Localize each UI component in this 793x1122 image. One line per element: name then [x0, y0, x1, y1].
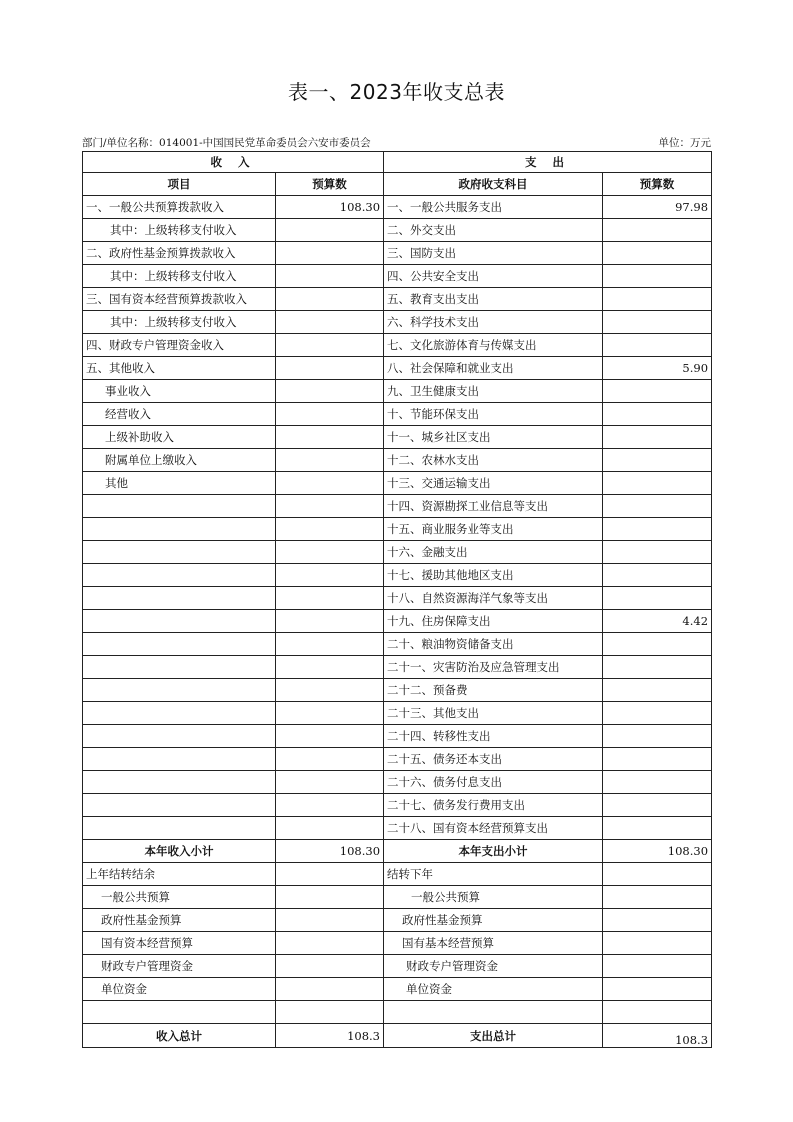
expense-item-value	[603, 265, 712, 288]
expense-item-value	[603, 725, 712, 748]
expense-item-label: 二十八、国有资本经营预算支出	[384, 817, 603, 840]
expense-item-value	[603, 288, 712, 311]
expense-item-value	[603, 679, 712, 702]
income-item-value	[276, 357, 384, 380]
expense-item-value	[603, 495, 712, 518]
income-item-value	[276, 380, 384, 403]
income-item-label: 其中：上级转移支付收入	[83, 265, 276, 288]
table-row	[83, 794, 712, 817]
carryover-row	[83, 1001, 712, 1024]
expense-item-value	[603, 771, 712, 794]
table-row	[83, 725, 712, 748]
income-item-value	[276, 679, 384, 702]
income-item-label: 附属单位上缴收入	[83, 449, 276, 472]
expense-item-value	[603, 564, 712, 587]
carryover-expense-label: 结转下年	[384, 863, 603, 886]
expense-item-value	[603, 449, 712, 472]
carryover-income-value	[276, 886, 384, 909]
income-item-label	[83, 610, 276, 633]
income-item-value	[276, 403, 384, 426]
income-item-value	[276, 794, 384, 817]
expense-item-value	[603, 518, 712, 541]
income-item-value	[276, 311, 384, 334]
table-row	[83, 242, 712, 265]
table-row	[83, 771, 712, 794]
carryover-expense-value	[603, 886, 712, 909]
income-item-label	[83, 633, 276, 656]
income-item-label	[83, 794, 276, 817]
expense-item-value	[603, 380, 712, 403]
carryover-expense-label: 政府性基金预算	[384, 909, 603, 932]
table-row	[83, 702, 712, 725]
expense-total-label: 支出总计	[384, 1024, 603, 1048]
col-budget-2: 预算数	[603, 173, 712, 196]
expense-item-label: 十一、城乡社区支出	[384, 426, 603, 449]
income-item-label	[83, 679, 276, 702]
table-row	[83, 748, 712, 771]
carryover-income-label	[83, 1001, 276, 1024]
table-row	[83, 334, 712, 357]
income-item-label	[83, 541, 276, 564]
expense-item-label: 十六、金融支出	[384, 541, 603, 564]
carryover-income-label: 单位资金	[83, 978, 276, 1001]
income-header: 收 入	[83, 152, 384, 173]
table-row	[83, 219, 712, 242]
income-item-label: 三、国有资本经营预算拨款收入	[83, 288, 276, 311]
expense-item-value	[603, 472, 712, 495]
income-item-value	[276, 564, 384, 587]
currency-unit: 单位：万元	[658, 137, 711, 149]
header-row-2	[83, 173, 712, 196]
table-row	[83, 311, 712, 334]
income-item-label: 事业收入	[83, 380, 276, 403]
table-row	[83, 656, 712, 679]
expense-item-label: 四、公共安全支出	[384, 265, 603, 288]
carryover-row	[83, 932, 712, 955]
carryover-income-label: 政府性基金预算	[83, 909, 276, 932]
carryover-income-value	[276, 1001, 384, 1024]
col-budget: 预算数	[276, 173, 384, 196]
table-row	[83, 449, 712, 472]
table-row	[83, 541, 712, 564]
subtotal-row	[83, 840, 712, 863]
expense-item-label: 七、文化旅游体育与传媒支出	[384, 334, 603, 357]
table-row	[83, 610, 712, 633]
carryover-row	[83, 863, 712, 886]
income-item-value	[276, 633, 384, 656]
expense-item-label: 十七、援助其他地区支出	[384, 564, 603, 587]
expense-subtotal-value: 108.30	[603, 840, 712, 863]
col-item: 项目	[83, 173, 276, 196]
expense-subtotal-label: 本年支出小计	[384, 840, 603, 863]
expense-item-value	[603, 219, 712, 242]
carryover-income-label: 财政专户管理资金	[83, 955, 276, 978]
expense-item-label: 二十二、预备费	[384, 679, 603, 702]
table-row	[83, 265, 712, 288]
carryover-income-value	[276, 863, 384, 886]
income-item-value	[276, 541, 384, 564]
table-row	[83, 564, 712, 587]
income-item-label: 四、财政专户管理资金收入	[83, 334, 276, 357]
table-row	[83, 472, 712, 495]
income-subtotal-value: 108.30	[276, 840, 384, 863]
table-meta	[82, 135, 711, 149]
expense-item-label: 六、科学技术支出	[384, 311, 603, 334]
income-item-label: 一、一般公共预算拨款收入	[83, 196, 276, 219]
income-item-value	[276, 587, 384, 610]
income-item-label	[83, 495, 276, 518]
income-item-value	[276, 472, 384, 495]
expense-item-label: 二十七、债务发行费用支出	[384, 794, 603, 817]
income-item-label: 五、其他收入	[83, 357, 276, 380]
income-item-value	[276, 725, 384, 748]
expense-item-label: 二十、粮油物资储备支出	[384, 633, 603, 656]
carryover-income-label: 上年结转结余	[83, 863, 276, 886]
carryover-income-label: 一般公共预算	[83, 886, 276, 909]
expense-item-label: 二十三、其他支出	[384, 702, 603, 725]
table-row	[83, 518, 712, 541]
expense-total-value: 108.3	[603, 1024, 712, 1048]
unit-name: 部门/单位名称：014001-中国国民党革命委员会六安市委员会	[82, 137, 371, 149]
income-item-label: 经营收入	[83, 403, 276, 426]
expense-item-value	[603, 334, 712, 357]
expense-item-label: 一、一般公共服务支出	[384, 196, 603, 219]
expense-item-label: 九、卫生健康支出	[384, 380, 603, 403]
table-row	[83, 817, 712, 840]
carryover-expense-value	[603, 955, 712, 978]
income-item-value	[276, 219, 384, 242]
carryover-row	[83, 978, 712, 1001]
expense-item-value	[603, 541, 712, 564]
income-item-value	[276, 702, 384, 725]
carryover-expense-label: 单位资金	[384, 978, 603, 1001]
expense-item-value	[603, 656, 712, 679]
income-item-value	[276, 426, 384, 449]
income-item-label	[83, 564, 276, 587]
carryover-row	[83, 909, 712, 932]
income-item-value	[276, 242, 384, 265]
income-item-value: 108.30	[276, 196, 384, 219]
income-item-value	[276, 771, 384, 794]
budget-summary-table	[82, 151, 712, 1048]
carryover-expense-label: 一般公共预算	[384, 886, 603, 909]
income-item-label	[83, 518, 276, 541]
carryover-income-value	[276, 955, 384, 978]
expense-item-value	[603, 587, 712, 610]
income-item-value	[276, 610, 384, 633]
table-row	[83, 587, 712, 610]
expense-item-value: 97.98	[603, 196, 712, 219]
income-item-value	[276, 265, 384, 288]
table-row	[83, 288, 712, 311]
income-item-value	[276, 288, 384, 311]
income-item-label	[83, 771, 276, 794]
income-item-value	[276, 656, 384, 679]
income-item-value	[276, 449, 384, 472]
expense-item-value	[603, 311, 712, 334]
carryover-expense-value	[603, 1001, 712, 1024]
income-subtotal-label: 本年收入小计	[83, 840, 276, 863]
income-item-value	[276, 817, 384, 840]
table-row	[83, 357, 712, 380]
header-row-1	[83, 152, 712, 173]
carryover-expense-value	[603, 863, 712, 886]
expense-item-label: 十、节能环保支出	[384, 403, 603, 426]
expense-item-label: 八、社会保障和就业支出	[384, 357, 603, 380]
income-item-value	[276, 748, 384, 771]
expense-item-value: 4.42	[603, 610, 712, 633]
income-item-value	[276, 518, 384, 541]
expense-header: 支 出	[384, 152, 712, 173]
expense-item-value	[603, 794, 712, 817]
expense-item-label: 三、国防支出	[384, 242, 603, 265]
carryover-expense-value	[603, 932, 712, 955]
income-item-label	[83, 587, 276, 610]
expense-item-value	[603, 242, 712, 265]
table-row	[83, 403, 712, 426]
expense-item-value	[603, 426, 712, 449]
expense-item-label: 二、外交支出	[384, 219, 603, 242]
income-item-label: 其中：上级转移支付收入	[83, 311, 276, 334]
carryover-income-value	[276, 909, 384, 932]
table-row	[83, 380, 712, 403]
carryover-row	[83, 955, 712, 978]
total-row	[83, 1024, 712, 1048]
expense-item-label: 二十六、债务付息支出	[384, 771, 603, 794]
table-row	[83, 196, 712, 219]
carryover-expense-label	[384, 1001, 603, 1024]
income-item-label	[83, 817, 276, 840]
income-item-label	[83, 656, 276, 679]
expense-item-value	[603, 403, 712, 426]
expense-item-label: 十二、农林水支出	[384, 449, 603, 472]
expense-item-label: 十五、商业服务业等支出	[384, 518, 603, 541]
income-item-label: 二、政府性基金预算拨款收入	[83, 242, 276, 265]
expense-item-label: 十四、资源勘探工业信息等支出	[384, 495, 603, 518]
table-row	[83, 679, 712, 702]
income-total-value: 108.3	[276, 1024, 384, 1048]
expense-item-label: 五、教育支出支出	[384, 288, 603, 311]
expense-item-value	[603, 702, 712, 725]
income-item-label: 其中：上级转移支付收入	[83, 219, 276, 242]
expense-item-value	[603, 748, 712, 771]
carryover-income-value	[276, 932, 384, 955]
income-item-label: 上级补助收入	[83, 426, 276, 449]
income-item-label	[83, 725, 276, 748]
expense-item-label: 二十一、灾害防治及应急管理支出	[384, 656, 603, 679]
carryover-expense-label: 财政专户管理资金	[384, 955, 603, 978]
expense-item-label: 二十五、债务还本支出	[384, 748, 603, 771]
expense-item-label: 十九、住房保障支出	[384, 610, 603, 633]
carryover-income-label: 国有资本经营预算	[83, 932, 276, 955]
income-item-value	[276, 334, 384, 357]
expense-item-label: 二十四、转移性支出	[384, 725, 603, 748]
expense-item-value	[603, 817, 712, 840]
carryover-row	[83, 886, 712, 909]
carryover-income-value	[276, 978, 384, 1001]
table-row	[83, 495, 712, 518]
income-item-label	[83, 748, 276, 771]
page-title: 表一、2023年收支总表	[288, 80, 505, 104]
income-item-label	[83, 702, 276, 725]
expense-item-label: 十三、交通运输支出	[384, 472, 603, 495]
expense-item-value	[603, 633, 712, 656]
table-row	[83, 633, 712, 656]
carryover-expense-label: 国有基本经营预算	[384, 932, 603, 955]
expense-item-label: 十八、自然资源海洋气象等支出	[384, 587, 603, 610]
income-total-label: 收入总计	[83, 1024, 276, 1048]
income-item-value	[276, 495, 384, 518]
income-item-label: 其他	[83, 472, 276, 495]
col-gov-subject: 政府收支科目	[384, 173, 603, 196]
carryover-expense-value	[603, 978, 712, 1001]
expense-item-value: 5.90	[603, 357, 712, 380]
carryover-expense-value	[603, 909, 712, 932]
table-row	[83, 426, 712, 449]
